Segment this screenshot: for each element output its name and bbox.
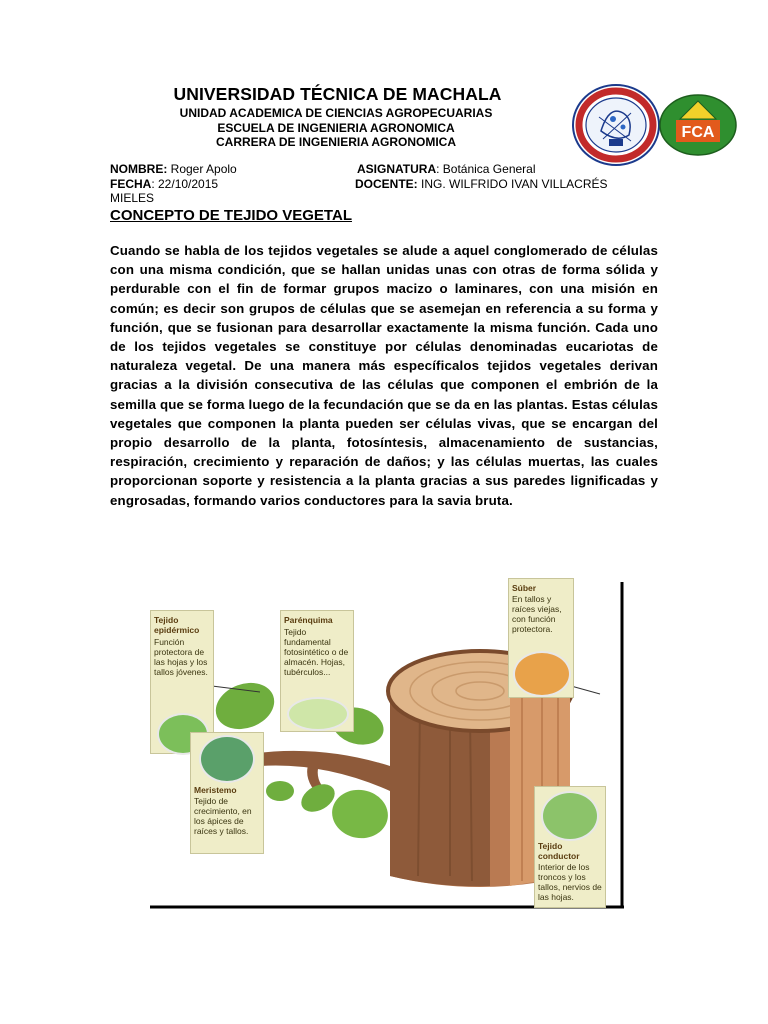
body-paragraph: Cuando se habla de los tejidos vegetales se alude a aquel conglomerado de células con una misma condición, que se hallan unidas unas con otras de forma sólida y perdurable con el fin de formar grupos macizo o laminares, con una misión en común; es decir son grupos de células que se asemejan en referencia a su forma y función, que se fusionan para desarrollar exactamente la misma función. Cada uno de los tejidos vegetales se constituye por células denominadas eucariotas de naturaleza vegetal. De una manera más específicalos tejidos vegetales derivan gracias a la división consecutiva de las células que componen el embrión de la semilla que se forma luego de la fecundación que se da en las plantas. Estas células vegetales que componen la planta pueden ser células vivas, que se encargan del propio desarrollo de la planta, fotosíntesis, almacenamiento de sustancias, respiración, crecimiento y reparación de daños; y las células muertas, las cuales proporcionan soporte y resistencia a la planta gracias a sus paredes lignificadas y engrosadas, formando varios conductores para la savia bruta. (110, 243, 658, 508)
student-name (110, 162, 237, 176)
date (110, 177, 218, 191)
fca-logo (658, 93, 738, 157)
docente-value: ING. WILFRIDO IVAN VILLACRÉS (417, 177, 608, 191)
epidermico-text: Función protectora de las hojas y los tallos jóvenes. (154, 637, 208, 677)
docente-label: DOCENTE: (355, 177, 418, 191)
callout-conductor (534, 786, 606, 908)
career-name: CARRERA DE INGENIERIA AGRONOMICA (215, 135, 456, 149)
conductor-cells-icon (541, 791, 599, 841)
suber-title: Súber (512, 583, 537, 593)
suber-cells-icon (513, 651, 571, 697)
teacher-name-continued: MIELES (110, 191, 155, 205)
epidermico-title: Tejido epidérmico (154, 615, 200, 635)
callout-meristemo (190, 732, 264, 854)
nombre-value: Roger Apolo (170, 162, 237, 176)
university-name: UNIVERSIDAD TÉCNICA DE MACHALA (173, 84, 502, 104)
asignatura-label: ASIGNATURA (357, 162, 437, 176)
school-name: ESCUELA DE INGENIERIA AGRONOMICA (217, 121, 455, 135)
meristemo-title: Meristemo (194, 785, 237, 795)
fecha-label: FECHA (110, 177, 152, 191)
meristemo-cells-icon (199, 735, 255, 783)
fecha-value: : 22/10/2015 (151, 177, 219, 191)
university-seal-logo (571, 83, 661, 167)
parenquima-title: Parénquima (284, 615, 333, 625)
plant-tissue-figure (150, 576, 624, 910)
callout-suber (508, 578, 574, 698)
callout-parenquima (280, 610, 354, 732)
section-title: CONCEPTO DE TEJIDO VEGETAL (110, 207, 352, 224)
suber-text: En tallos y raíces viejas, con función protectora. (512, 594, 562, 634)
asignatura-value: : Botánica General (436, 162, 536, 176)
meristemo-text: Tejido de crecimiento, en los ápices de raíces y tallos. (194, 796, 252, 836)
subject (357, 162, 536, 176)
academic-unit: UNIDAD ACADEMICA DE CIENCIAS AGROPECUARIAS (179, 106, 493, 120)
conductor-title: Tejido conductor (538, 841, 580, 861)
parenquima-cells-icon (287, 697, 349, 731)
teacher (355, 177, 608, 191)
fca-logo-text: FCA (681, 124, 715, 141)
nombre-label: NOMBRE: (110, 162, 168, 176)
conductor-text: Interior de los troncos y los tallos, nervios de las hojas. (538, 862, 602, 902)
parenquima-text: Tejido fundamental fotosintético o de almacén. Hojas, tubérculos... (284, 627, 349, 677)
